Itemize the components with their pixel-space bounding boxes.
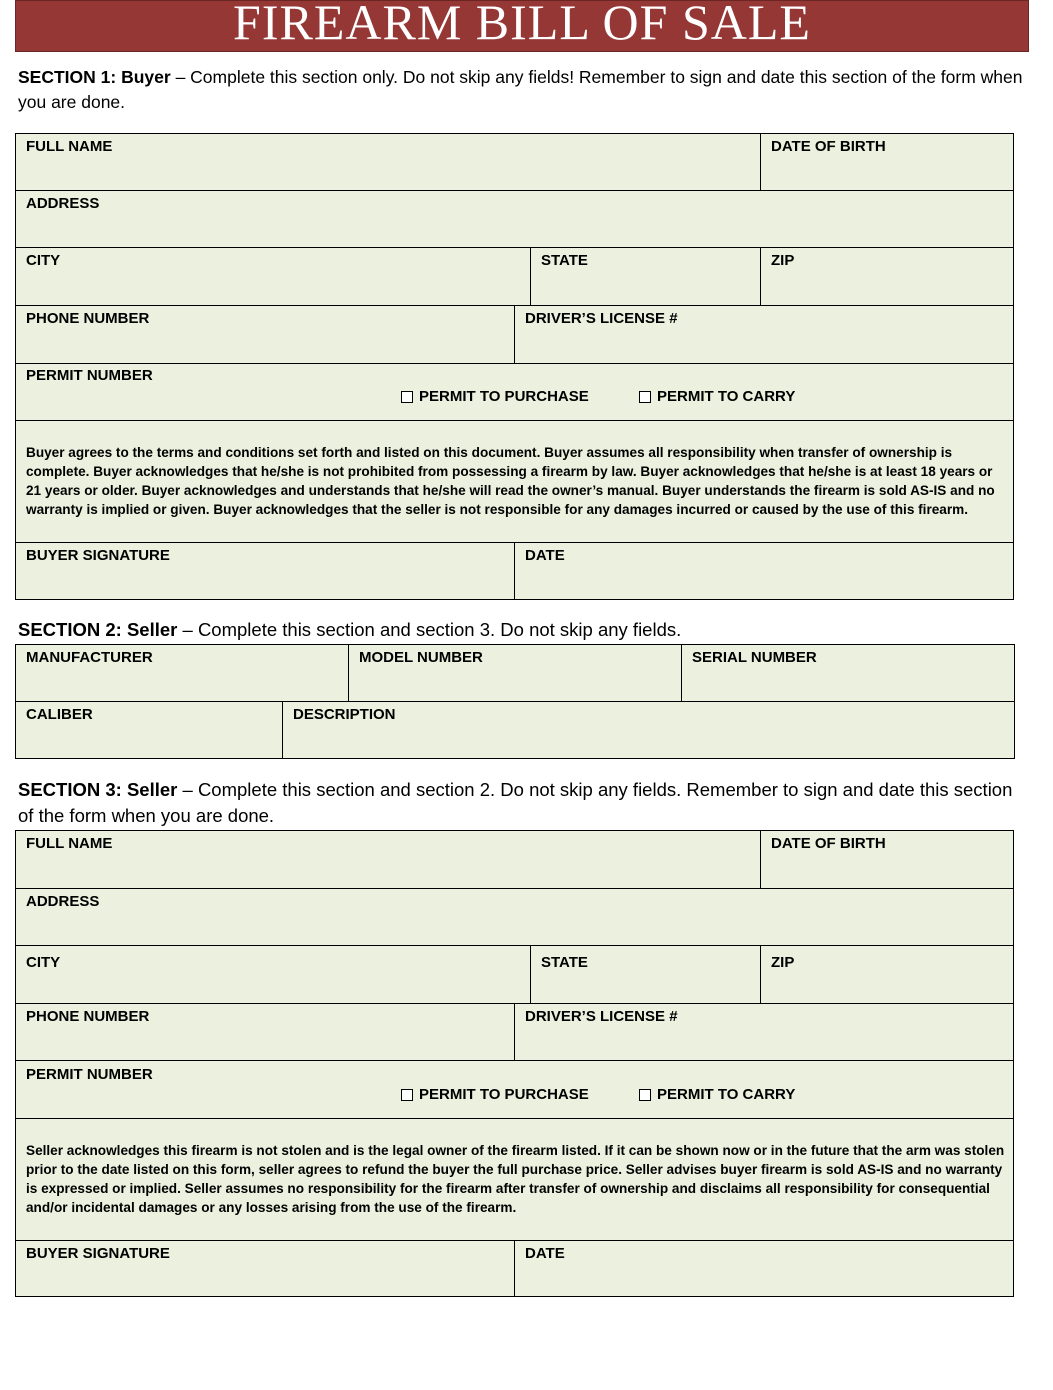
manufacturer-field[interactable] bbox=[15, 644, 349, 702]
checkbox-icon bbox=[401, 1089, 413, 1101]
description-field[interactable] bbox=[282, 701, 1015, 759]
field-label: STATE bbox=[541, 252, 588, 269]
buyer-dob-field[interactable] bbox=[760, 133, 1014, 191]
seller-permit-carry-checkbox[interactable] bbox=[639, 1086, 795, 1103]
seller-zip-field[interactable] bbox=[760, 945, 1014, 1004]
serial-number-field[interactable] bbox=[681, 644, 1015, 702]
field-label: ZIP bbox=[771, 252, 795, 269]
checkbox-icon bbox=[639, 391, 651, 403]
section1-instructions bbox=[18, 65, 1048, 115]
caliber-field[interactable] bbox=[15, 701, 283, 759]
field-label: FULL NAME bbox=[26, 835, 113, 852]
buyer-permit-field[interactable] bbox=[15, 363, 1014, 421]
checkbox-icon bbox=[639, 1089, 651, 1101]
section3-heading-label: SECTION 3: bbox=[18, 779, 122, 800]
buyer-terms-text: Buyer agrees to the terms and conditions set forth and listed on this document. Buyer assumes all responsibility when transfer of ownership is complete. Buyer acknowledges that he/she is not prohibited from possessing a firearm by law. Buyer acknowledges that he/she is at least 18 years or 21 years or older. Buyer acknowledges and understands that he/she will read the owner’s manual. Buyer understands the firearm is sold AS-IS and no warranty is implied or given. Buyer acknowledges that the seller is not responsible for any damages incurred or caused by the use of this firearm. bbox=[26, 445, 995, 517]
field-label: PERMIT NUMBER bbox=[26, 367, 153, 384]
field-label: DRIVER’S LICENSE # bbox=[525, 310, 678, 327]
checkbox-label: PERMIT TO PURCHASE bbox=[419, 388, 589, 405]
seller-section-date-field[interactable] bbox=[514, 1240, 1014, 1297]
field-label: BUYER SIGNATURE bbox=[26, 1245, 170, 1262]
buyer-terms-box bbox=[15, 420, 1014, 543]
buyer-permit-purchase-checkbox[interactable] bbox=[401, 388, 589, 405]
checkbox-label: PERMIT TO CARRY bbox=[657, 1086, 796, 1103]
title-banner bbox=[15, 0, 1029, 52]
seller-address-field[interactable] bbox=[15, 888, 1014, 946]
seller-terms-text: Seller acknowledges this firearm is not stolen and is the legal owner of the firearm listed. If it can be shown now or in the future that the arm was stolen prior to the date listed on this form, seller agrees to refund the buyer the full purchase price. Seller advises buyer firearm is sold AS-IS and no warranty is expressed or implied. Seller assumes no responsibility for the firearm after transfer of ownership and disclaims all responsibility for consequential and/or incidental damages or any losses arising from the use of the firearm. bbox=[26, 1143, 1005, 1215]
seller-terms-box bbox=[15, 1118, 1014, 1241]
field-label: STATE bbox=[541, 954, 588, 971]
field-label: PERMIT NUMBER bbox=[26, 1066, 153, 1083]
field-label: BUYER SIGNATURE bbox=[26, 547, 170, 564]
section1-instructions-text: – Complete this section only. Do not skip any fields! Remember to sign and date this section of the form when you are done. bbox=[18, 67, 1023, 112]
field-label: DATE OF BIRTH bbox=[771, 835, 886, 852]
seller-permit-purchase-checkbox[interactable] bbox=[401, 1086, 589, 1103]
checkbox-icon bbox=[401, 391, 413, 403]
seller-state-field[interactable] bbox=[530, 945, 761, 1004]
buyer-signature-field[interactable] bbox=[15, 542, 515, 600]
field-label: CALIBER bbox=[26, 706, 93, 723]
field-label: ADDRESS bbox=[26, 195, 100, 212]
page-title: FIREARM BILL OF SALE bbox=[233, 0, 811, 50]
field-label: MANUFACTURER bbox=[26, 649, 153, 666]
field-label: MODEL NUMBER bbox=[359, 649, 483, 666]
field-label: DESCRIPTION bbox=[293, 706, 396, 723]
field-label: ADDRESS bbox=[26, 893, 100, 910]
buyer-phone-field[interactable] bbox=[15, 305, 515, 364]
seller-license-field[interactable] bbox=[514, 1003, 1014, 1061]
field-label: DATE bbox=[525, 547, 565, 564]
field-label: CITY bbox=[26, 252, 61, 269]
section3-instructions-text: – Complete this section and section 2. Do not skip any fields. Remember to sign and date this section of the form when you are done. bbox=[18, 779, 1013, 826]
seller-permit-field[interactable] bbox=[15, 1060, 1014, 1119]
section2-heading-label: SECTION 2: bbox=[18, 619, 122, 640]
section2-instructions bbox=[18, 617, 1038, 642]
field-label: PHONE NUMBER bbox=[26, 310, 150, 327]
buyer-date-field[interactable] bbox=[514, 542, 1014, 600]
section1-heading-label: SECTION 1: bbox=[18, 67, 117, 87]
buyer-permit-carry-checkbox[interactable] bbox=[639, 388, 795, 405]
field-label: FULL NAME bbox=[26, 138, 113, 155]
section2-heading-role: Seller bbox=[126, 619, 178, 640]
seller-section-signature-field[interactable] bbox=[15, 1240, 515, 1297]
checkbox-label: PERMIT TO CARRY bbox=[657, 388, 796, 405]
buyer-zip-field[interactable] bbox=[760, 247, 1014, 306]
buyer-full-name-field[interactable] bbox=[15, 133, 761, 191]
model-number-field[interactable] bbox=[348, 644, 682, 702]
seller-phone-field[interactable] bbox=[15, 1003, 515, 1061]
seller-city-field[interactable] bbox=[15, 945, 531, 1004]
buyer-city-field[interactable] bbox=[15, 247, 531, 306]
field-label: ZIP bbox=[771, 954, 795, 971]
seller-dob-field[interactable] bbox=[760, 830, 1014, 889]
buyer-license-field[interactable] bbox=[514, 305, 1014, 364]
section1-heading-role: Buyer bbox=[121, 67, 171, 87]
field-label: PHONE NUMBER bbox=[26, 1008, 150, 1025]
seller-full-name-field[interactable] bbox=[15, 830, 761, 889]
buyer-state-field[interactable] bbox=[530, 247, 761, 306]
field-label: CITY bbox=[26, 954, 61, 971]
buyer-address-field[interactable] bbox=[15, 190, 1014, 248]
field-label: SERIAL NUMBER bbox=[692, 649, 817, 666]
section3-instructions bbox=[18, 777, 1018, 829]
section2-instructions-text: – Complete this section and section 3. Do not skip any fields. bbox=[182, 619, 682, 640]
field-label: DATE OF BIRTH bbox=[771, 138, 886, 155]
section3-heading-role: Seller bbox=[126, 779, 178, 800]
checkbox-label: PERMIT TO PURCHASE bbox=[419, 1086, 589, 1103]
field-label: DRIVER’S LICENSE # bbox=[525, 1008, 678, 1025]
field-label: DATE bbox=[525, 1245, 565, 1262]
